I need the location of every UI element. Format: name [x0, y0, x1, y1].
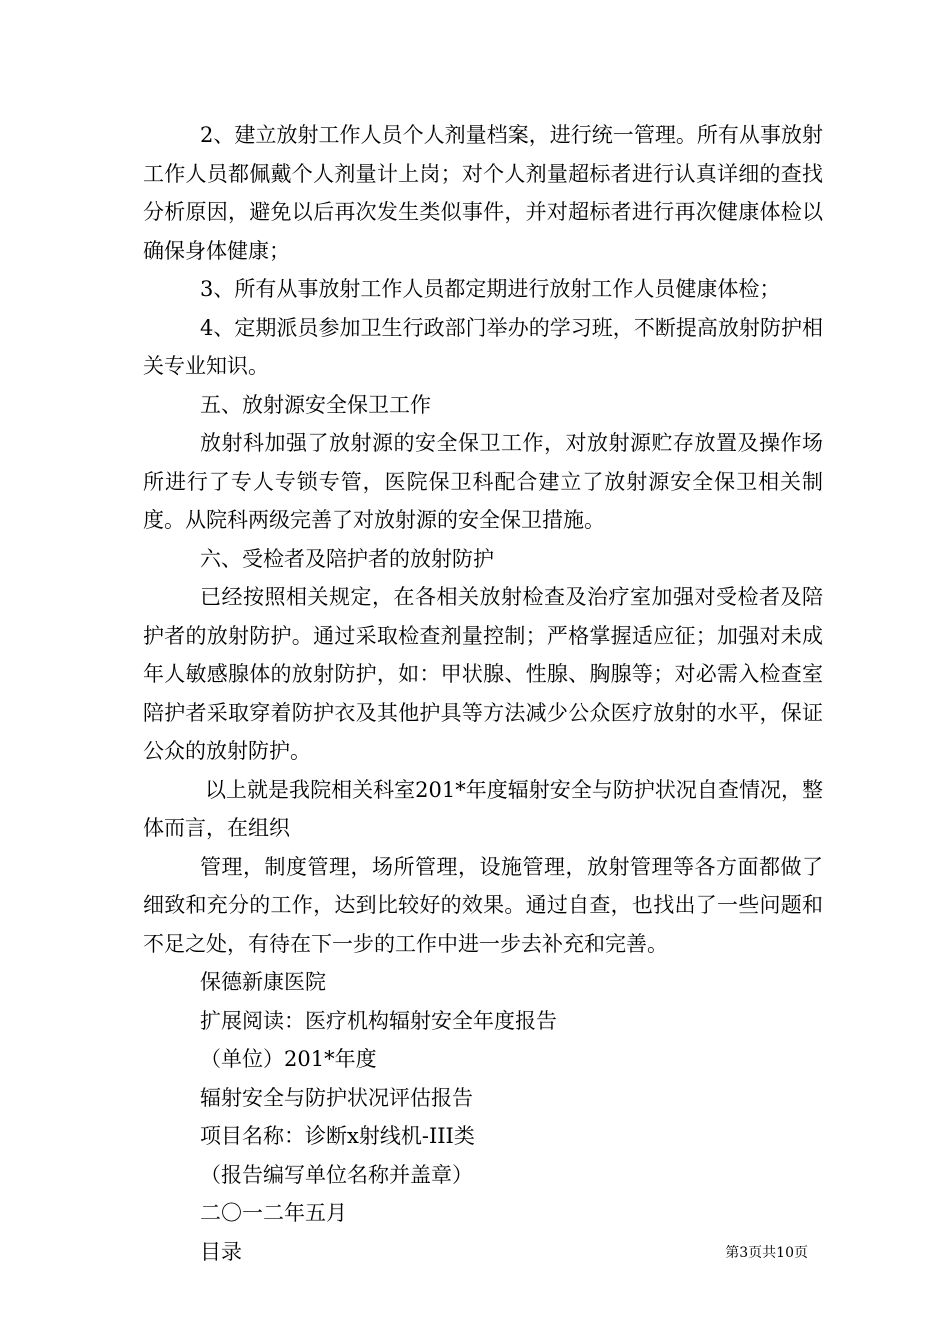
paragraph-dose-records: 2、建立放射工作人员个人剂量档案，进行统一管理。所有从事放射工作人员都佩戴个人剂量计上岗；对个人剂量超标者进行认真详细的查找分析原因，避免以后再次发生类似事件，并对超标者进行再次健康体检以确保身体健康； — [143, 123, 823, 263]
report-unit-year: （单位）201*年度 — [200, 1047, 377, 1071]
paragraph-training: 4、定期派员参加卫生行政部门举办的学习班，不断提高放射防护相关专业知识。 — [143, 315, 823, 378]
table-of-contents-heading: 目录 — [200, 1239, 242, 1264]
paragraph-summary: 以上就是我院相关科室201*年度辐射安全与防护状况自查情况，整体而言，在组织 — [143, 777, 823, 840]
extended-reading-title: 扩展阅读：医疗机构辐射安全年度报告 — [200, 1008, 557, 1033]
document-body — [143, 116, 823, 1271]
paragraph-summary-continued: 管理，制度管理，场所管理，设施管理，放射管理等各方面都做了细致和充分的工作，达到比较好的效果。通过自查，也找出了一些问题和不足之处，有待在下一步的工作中进一步去补充和完善。 — [143, 854, 823, 956]
paragraph-source-security: 放射科加强了放射源的安全保卫工作，对放射源贮存放置及操作场所进行了专人专锁专管，医院保卫科配合建立了放射源安全保卫相关制度。从院科两级完善了对放射源的安全保卫措施。 — [143, 431, 823, 532]
paragraph-patient-protection: 已经按照相关规定，在各相关放射检查及治疗室加强对受检者及陪护者的放射防护。通过采取检查剂量控制；严格掌握适应征；加强对未成年人敏感腺体的放射防护，如：甲状腺、性腺、胸腺等；对必需入检查室陪护者采取穿着防护衣及其他护具等方法减少公众医疗放射的水平，保证公众的放射防护。 — [143, 585, 823, 763]
section-heading-patient-protection: 六、受检者及陪护者的放射防护 — [200, 546, 494, 571]
report-title: 辐射安全与防护状况评估报告 — [200, 1085, 473, 1110]
paragraph-health-checkup: 3、所有从事放射工作人员都定期进行放射工作人员健康体检； — [200, 277, 781, 301]
project-name: 项目名称：诊断x射线机-III类 — [200, 1124, 475, 1148]
section-heading-source-security: 五、放射源安全保卫工作 — [200, 392, 431, 417]
hospital-name: 保德新康医院 — [200, 970, 326, 994]
report-author-note: （报告编写单位名称并盖章） — [200, 1162, 473, 1187]
page-number: 第3页共10页 — [725, 1245, 808, 1261]
report-date: 二〇一二年五月 — [200, 1201, 347, 1225]
